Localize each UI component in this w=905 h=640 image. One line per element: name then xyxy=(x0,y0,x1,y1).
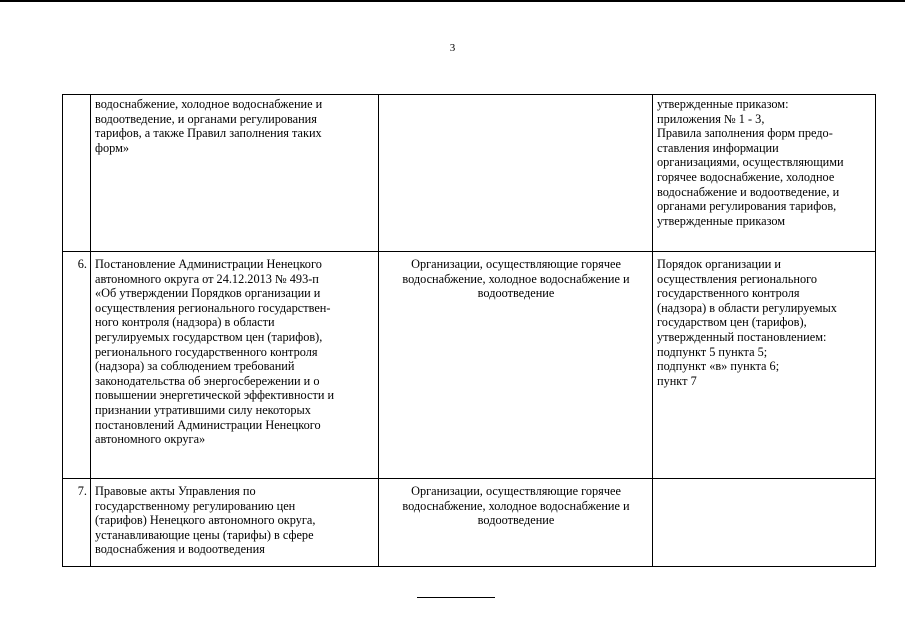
document-text: Постановление Администрации Ненецкого автономного округа от 24.12.2013 № 493-п «Об утверждении Порядков организации и осуществления регионального государствен- ного контроля (надзора) в области регулируемых государством цен (тарифов), регионального государственного контроля (надзора) за соблюдением требований законодательства об энергосбережении и о повышении энергетической эффективности и признании утратившими силу некоторых постановлений Администрации Ненецкого автономного округа» xyxy=(95,257,335,447)
row-number-cell: 6. xyxy=(63,252,91,479)
requirements-cell xyxy=(653,95,876,252)
table-row xyxy=(63,252,876,479)
row-number-cell xyxy=(63,95,91,252)
document-text: Правовые акты Управления по государственному регулированию цен (тарифов) Ненецкого автономного округа, устанавливающие цены (тарифы) в сфере водоснабжения и водоотведения xyxy=(95,484,316,557)
footer-separator-line xyxy=(417,597,495,598)
top-border-line xyxy=(0,0,905,2)
requirements-cell xyxy=(653,252,876,479)
row-number-cell: 7. xyxy=(63,479,91,567)
table-row xyxy=(63,95,876,252)
subjects-text: Организации, осуществляющие горячее водоснабжение, холодное водоснабжение и водоотведение xyxy=(402,257,630,301)
requirements-text: утвержденные приказом: приложения № 1 - 3, Правила заполнения форм предо- ставления информации организациями, осуществляющими горячее водоснабжение, холодное водоснабжение и водоотведение, и органами регулирования тарифов, утвержденные приказом xyxy=(657,97,844,228)
regulations-table xyxy=(62,94,876,567)
document-cell xyxy=(91,252,379,479)
table-row xyxy=(63,479,876,567)
document-text: водоснабжение, холодное водоснабжение и водоотведение, и органами регулирования тарифов, а также Правил заполнения таких форм» xyxy=(95,97,323,155)
subjects-text: Организации, осуществляющие горячее водоснабжение, холодное водоснабжение и водоотведение xyxy=(402,484,630,528)
requirements-text: Порядок организации и осуществления регионального государственного контроля (надзора) в области регулируемых государством цен (тарифов), утвержденный постановлением: подпункт 5 пункта 5; подпункт «в» пункта 6; пункт 7 xyxy=(657,257,837,388)
requirements-cell xyxy=(653,479,876,567)
document-cell xyxy=(91,95,379,252)
subjects-cell xyxy=(379,479,653,567)
subjects-cell xyxy=(379,252,653,479)
subjects-cell xyxy=(379,95,653,252)
document-cell xyxy=(91,479,379,567)
page-number: 3 xyxy=(449,42,456,54)
